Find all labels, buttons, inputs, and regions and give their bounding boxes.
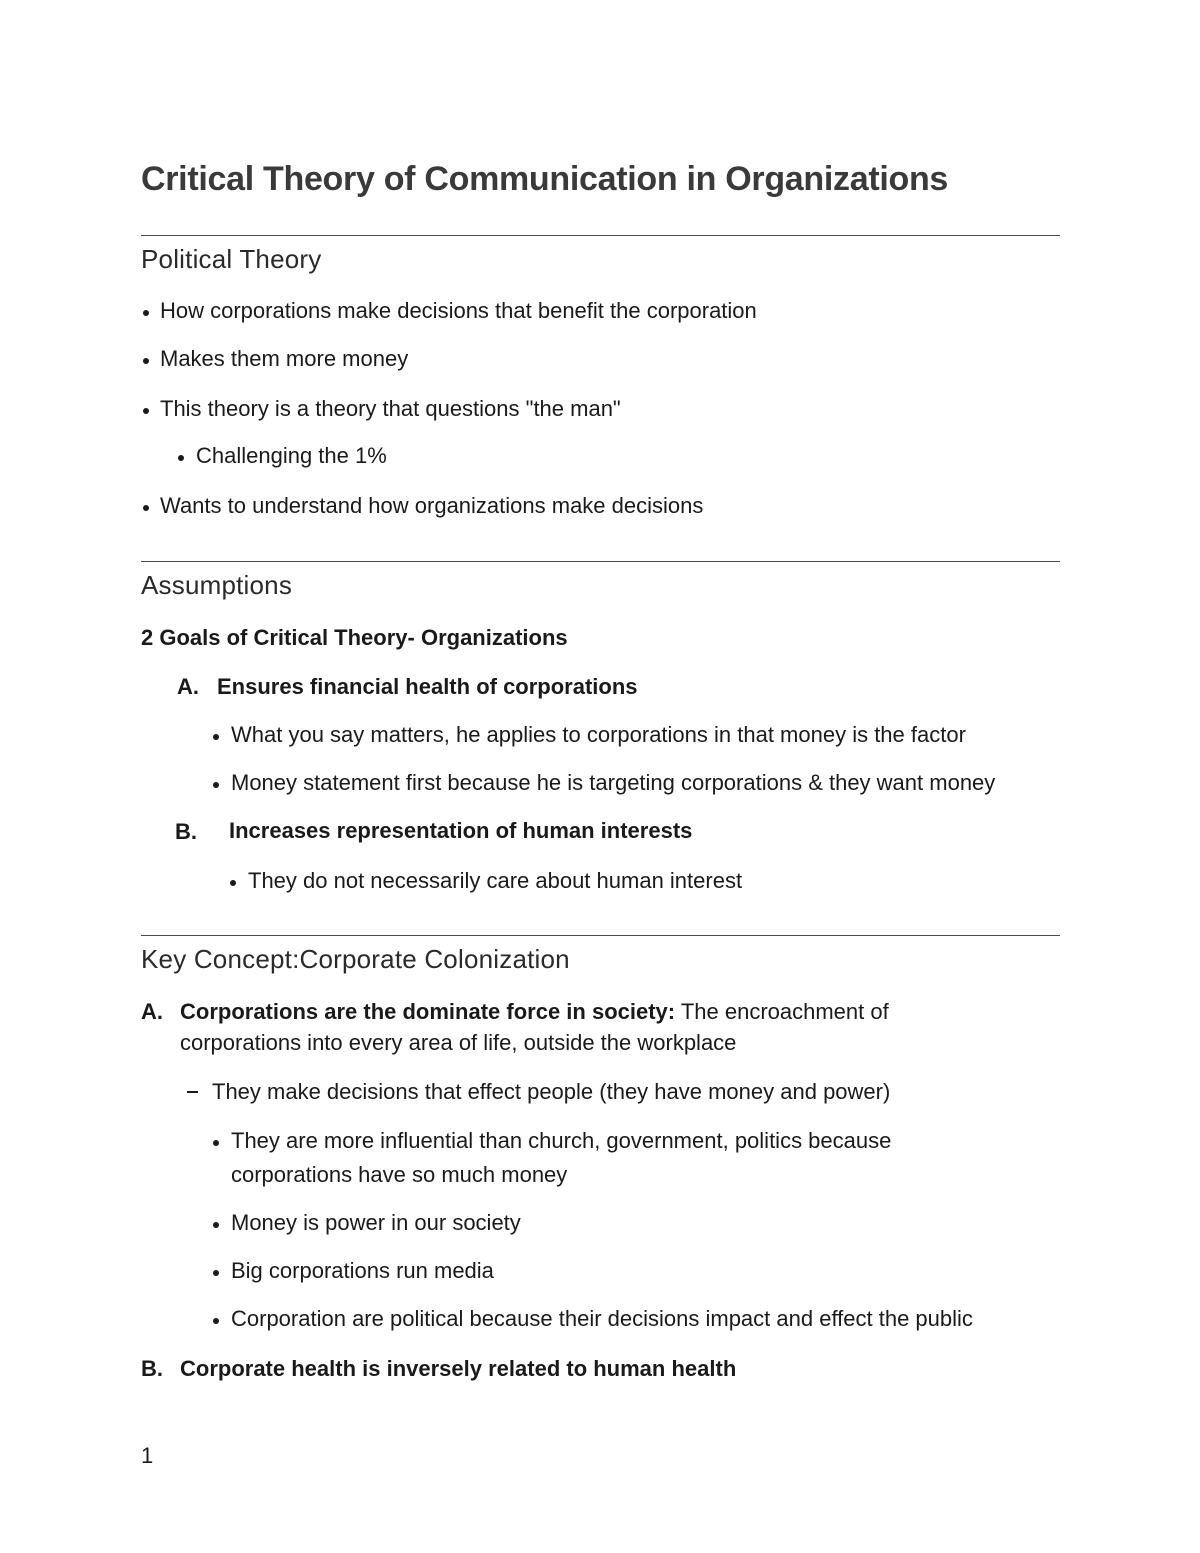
item-a-line-2: corporations into every area of life, outside the workplace — [180, 1030, 737, 1055]
bullet-icon — [230, 880, 236, 886]
list-item-nested: They are more influential than church, government, politics because — [231, 1128, 892, 1153]
list-item: How corporations make decisions that benefit the corporation — [160, 298, 757, 323]
item-a-line-1 — [180, 999, 889, 1025]
section-divider — [141, 935, 1060, 936]
bullet-icon — [213, 1318, 219, 1324]
dash-icon — [187, 1091, 198, 1093]
list-item-nested: Money is power in our society — [231, 1210, 521, 1235]
item-a-label: Corporations are the dominate force in society: — [180, 999, 676, 1024]
bullet-icon — [213, 1270, 219, 1276]
bullet-icon — [213, 1140, 219, 1146]
list-item-nested: Challenging the 1% — [196, 443, 387, 468]
item-b-marker: B. — [141, 1356, 163, 1381]
list-item-nested: What you say matters, he applies to corporations in that money is the factor — [231, 722, 966, 747]
goal-b-marker: B. — [175, 819, 197, 844]
bullet-icon — [213, 734, 219, 740]
goal-b-label: Increases representation of human interests — [229, 818, 693, 843]
section-heading-political-theory: Political Theory — [141, 244, 322, 274]
list-item: Wants to understand how organizations make decisions — [160, 493, 704, 518]
section-heading-assumptions: Assumptions — [141, 570, 293, 600]
section-heading-corporate-colonization: Key Concept:Corporate Colonization — [141, 944, 570, 974]
bullet-icon — [143, 310, 149, 316]
list-item-nested: They do not necessarily care about human interest — [248, 868, 743, 893]
bullet-icon — [213, 1222, 219, 1228]
list-item-nested: Corporation are political because their decisions impact and effect the public — [231, 1306, 973, 1331]
item-b-label: Corporate health is inversely related to human health — [180, 1356, 737, 1381]
bullet-icon — [143, 358, 149, 364]
section-divider — [141, 235, 1060, 236]
item-a-text: The encroachment of — [675, 999, 889, 1024]
list-item: This theory is a theory that questions "the man" — [160, 396, 621, 421]
list-item-nested: Money statement first because he is targeting corporations & they want money — [231, 770, 996, 795]
item-a-marker: A. — [141, 999, 163, 1024]
list-item-continuation: corporations have so much money — [231, 1162, 568, 1187]
list-item-dash: They make decisions that effect people (they have money and power) — [212, 1079, 891, 1104]
bullet-icon — [213, 782, 219, 788]
goal-a-label: Ensures financial health of corporations — [217, 674, 638, 699]
bullet-icon — [143, 505, 149, 511]
page-number: 1 — [141, 1443, 154, 1468]
goal-a-marker: A. — [177, 674, 199, 699]
list-item: Makes them more money — [160, 346, 409, 371]
bullet-icon — [143, 408, 149, 414]
section-divider — [141, 561, 1060, 562]
list-item-nested: Big corporations run media — [231, 1258, 494, 1283]
subheading-goals: 2 Goals of Critical Theory- Organizations — [141, 625, 568, 650]
bullet-icon — [178, 455, 184, 461]
page-title: Critical Theory of Communication in Organizations — [141, 160, 949, 198]
